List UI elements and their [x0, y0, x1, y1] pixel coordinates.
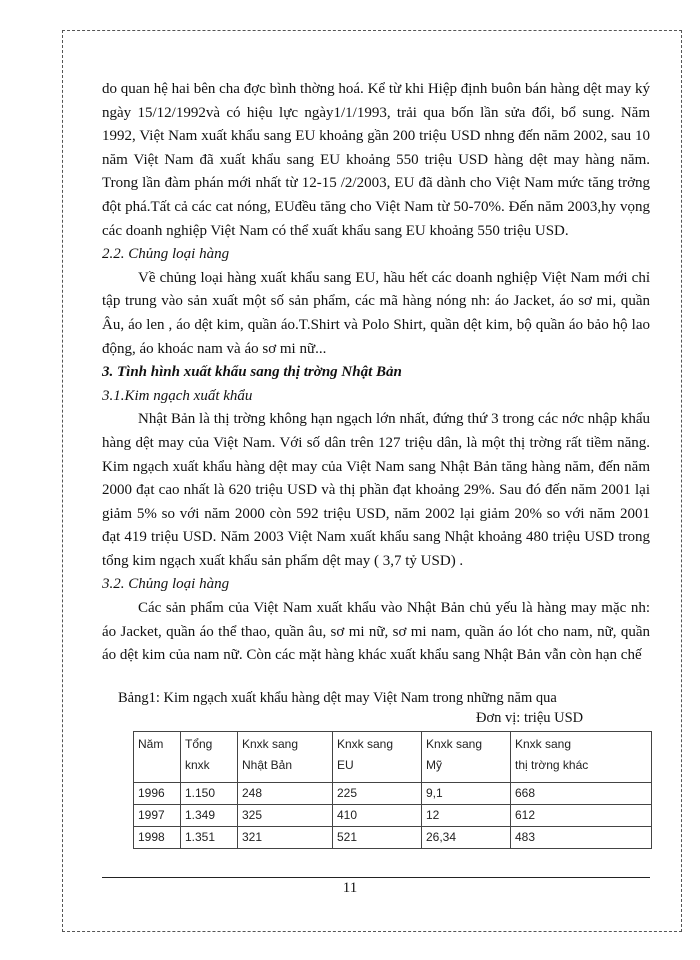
table-cell: 325: [238, 805, 333, 827]
header-cell-year: [134, 732, 181, 783]
document-body: [102, 78, 650, 668]
table-cell: 26,34: [422, 827, 511, 849]
header-cell-total: [181, 732, 238, 783]
paragraph-eu-agreement: do quan hệ hai bên cha đợc bình thờng hoá. Kể từ khi Hiệp định buôn bán hàng dệt may ký ngày 15/12/1992và có hiệu lực ngày1/1/1993, trải qua bốn lần sửa đổi, bổ sung. Năm 1992, Việt Nam xuất khẩu sang EU khoảng gần 200 triệu USD nhng đến năm 2002, sau 10 năm Việt Nam đã xuất khẩu sang EU khoảng 550 triệu USD hàng dệt may hàng năm. Trong lần đàm phán mới nhất từ 12-15 /2/2003, EU đã dành cho Việt Nam mức tăng trởng đột phá.Tất cả các cat nóng, EUđều tăng cho Việt Nam từ 50-70%. Đến năm 2003,hy vọng các doanh nghiệp Việt Nam có thể xuất khẩu sang EU khoảng 550 triệu USD.: [102, 81, 650, 239]
heading-3: 3. Tình hình xuất khẩu sang thị trờng Nhật Bản: [102, 364, 402, 381]
table-row: [134, 827, 652, 849]
header-text: Knxk sang: [337, 737, 394, 751]
table-cell: 1.351: [181, 827, 238, 849]
table-cell: 521: [333, 827, 422, 849]
header-text: Mỹ: [426, 758, 442, 772]
header-text: Knxk sang: [242, 737, 299, 751]
heading-3-2: 3.2. Chủng loại hàng: [102, 576, 230, 593]
header-text: Knxk sang: [426, 737, 483, 751]
page-number: 11: [342, 880, 358, 896]
table-cell: 410: [333, 805, 422, 827]
paragraph-eu-products: Về chủng loại hàng xuất khẩu sang EU, hầu hết các doanh nghiệp Việt Nam mới chỉ tập trung vào sản xuất một số sản phẩm, các mã hàng nóng nh: áo Jacket, áo sơ mi, quần Âu, áo len , áo dệt kim, quần áo.T.Shirt và Polo Shirt, quần dệt kim, bộ quần áo bảo hộ lao động, áo khoác nam và áo sơ mi nữ...: [102, 269, 650, 357]
header-cell-us: [422, 732, 511, 783]
table-cell: 9,1: [422, 783, 511, 805]
paragraph-japan-turnover: Nhật Bản là thị trờng không hạn ngạch lớn nhất, đứng thứ 3 trong các nớc nhập khẩu hàng dệt may của Việt Nam. Với số dân trên 127 triệu dân, là một thị trờng rất tiềm năng. Kim ngạch xuất khẩu hàng dệt may của Việt Nam sang Nhật Bản tăng hàng năm, đến năm 2000 đạt cao nhất là 620 triệu USD và thị phần đạt khoảng 29%. Sau đó đến năm 2001 lại giảm 5% so với năm 2000 còn 592 triệu USD, năm 2002 lại giảm 20% so với năm 2001 đạt 419 triệu USD. Năm 2003 Việt Nam xuất khẩu sang Nhật khoảng 480 triệu USD trong tổng kim ngạch xuất khẩu sản phẩm dệt may ( 3,7 tỷ USD) .: [102, 411, 650, 569]
header-text: thị trờng khác: [515, 758, 589, 772]
table-cell: 225: [333, 783, 422, 805]
table-cell: 1.349: [181, 805, 238, 827]
paragraph-japan-products: Các sản phẩm của Việt Nam xuất khẩu vào Nhật Bản chủ yếu là hàng may mặc nh: áo Jacket, quần áo thể thao, quần âu, sơ mi nữ, sơ mi nam, quần áo lót cho nam, nữ, quần áo dệt kim của nam nữ. Còn các mặt hàng khác xuất khẩu sang Nhật Bản vẫn còn hạn chế: [102, 600, 650, 664]
heading-3-1: 3.1.Kim ngạch xuất khẩu: [102, 387, 253, 404]
header-text: Năm: [138, 737, 164, 751]
table-cell: 1998: [134, 827, 181, 849]
table-cell: 1.150: [181, 783, 238, 805]
header-cell-other: [511, 732, 652, 783]
header-text: EU: [337, 758, 354, 772]
table-header-row: [134, 732, 652, 783]
table-cell: 483: [511, 827, 652, 849]
header-cell-japan: [238, 732, 333, 783]
header-text: Tổng: [185, 737, 213, 751]
table-cell: 668: [511, 783, 652, 805]
table-cell: 612: [511, 805, 652, 827]
table-cell: 321: [238, 827, 333, 849]
footer-divider: [102, 877, 650, 878]
table-cell: 1996: [134, 783, 181, 805]
table-row: [134, 783, 652, 805]
table-unit: Đơn vị: triệu USD: [476, 710, 584, 726]
heading-2-2: 2.2. Chủng loại hàng: [102, 246, 230, 263]
table-cell: 12: [422, 805, 511, 827]
table-cell: 248: [238, 783, 333, 805]
header-text: Nhật Bản: [242, 758, 293, 772]
header-text: knxk: [185, 758, 210, 772]
header-text: Knxk sang: [515, 737, 572, 751]
header-cell-eu: [333, 732, 422, 783]
table-row: [134, 805, 652, 827]
table-cell: 1997: [134, 805, 181, 827]
table-caption: Bảng1: Kim ngạch xuất khẩu hàng dệt may Việt Nam trong những năm qua: [118, 690, 557, 706]
export-table: [133, 731, 652, 849]
